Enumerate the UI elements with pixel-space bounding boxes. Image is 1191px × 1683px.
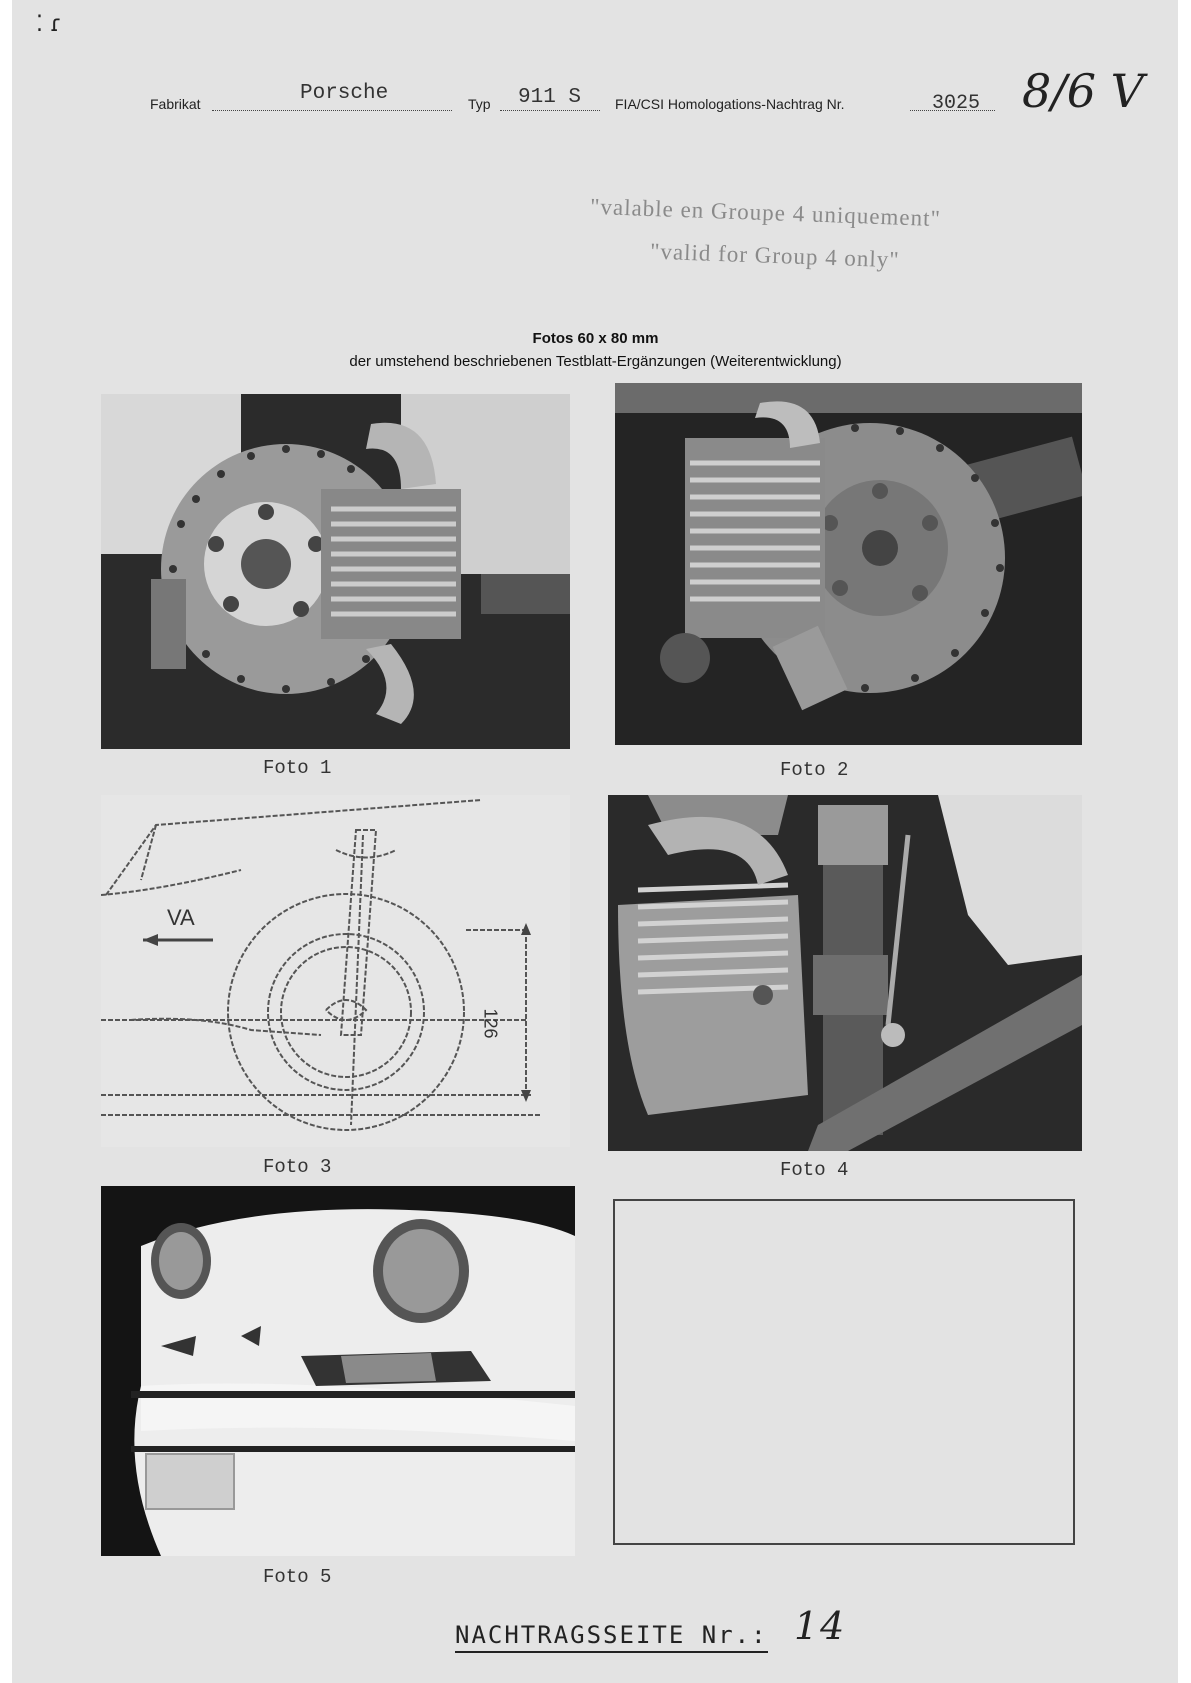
photo-5-label: Foto 5	[263, 1566, 332, 1588]
header-row	[150, 80, 1050, 120]
typ-dotline	[500, 110, 600, 111]
group4-stamp-line1: "valable en Groupe 4 uniquement"	[589, 193, 942, 232]
photo-4-suspension	[608, 795, 1082, 1151]
photo-4-label: Foto 4	[780, 1159, 849, 1181]
photo-3-technical-drawing	[101, 795, 570, 1147]
photo-2-rear-brake	[615, 383, 1082, 745]
photo-2-label: Foto 2	[780, 759, 849, 781]
typ-label: Typ	[468, 96, 491, 112]
supplement-page-label: NACHTRAGSSEITE Nr.:	[455, 1621, 768, 1653]
photo-1-label: Foto 1	[263, 757, 332, 779]
corner-mark: ⁚ ɾ	[36, 12, 62, 37]
fabrikat-label: Fabrikat	[150, 96, 201, 112]
photo-3-label: Foto 3	[263, 1156, 332, 1178]
typ-value: 911 S	[518, 86, 582, 109]
drawing-direction-label: VA	[167, 905, 195, 930]
supplement-page-number: 14	[794, 1604, 847, 1648]
fabrikat-value: Porsche	[300, 82, 389, 105]
handwritten-reference: 8/6 V	[1022, 64, 1144, 118]
drawing-dimension-label: 126	[480, 1008, 501, 1039]
homologation-label: FIA/CSI Homologations-Nachtrag Nr.	[615, 96, 845, 112]
group4-stamp-line2: "valid for Group 4 only"	[649, 238, 901, 273]
homologation-value: 3025	[932, 92, 981, 115]
fabrikat-dotline	[212, 110, 452, 111]
photos-caption-title: Fotos 60 x 80 mm	[532, 330, 659, 347]
empty-photo-slot	[613, 1199, 1075, 1545]
photo-1-brake-disc	[101, 394, 570, 749]
supplement-page-footer	[455, 1604, 847, 1652]
photos-caption-subtitle: der umstehend beschriebenen Testblatt-Ergänzungen (Weiterentwicklung)	[349, 353, 842, 370]
photo-5-car-front	[101, 1186, 575, 1556]
